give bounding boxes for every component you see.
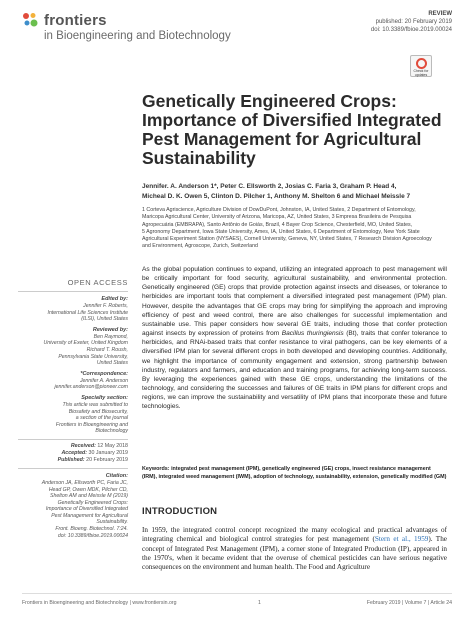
affiliation-line: 1 Corteva Agriscience, Agriculture Division of DowDuPont, Johnston, IA, United States, 2 Department of Entomology,: [142, 207, 416, 213]
published-date-sidebar: [18, 457, 128, 464]
journal-name: in Bioengineering and Biotechnology: [44, 30, 231, 42]
accepted-date: [18, 450, 128, 457]
published-date: published: 20 February 2019: [375, 19, 452, 25]
authors-line: Micheal D. K. Owen 5, Clinton D. Pilcher 1, Anthony M. Shelton 6 and Michael Meissle 7: [142, 193, 411, 200]
title-line: Importance of Diversified Integrated: [142, 110, 442, 130]
specialty-line: Biotechnology: [95, 428, 128, 435]
citation-line: Shelton AM and Meissle M (2019): [50, 493, 128, 500]
affiliation-line: Agricultural Experiment Station (NYSAES), Cornell University, Geneva, NY, United States, 7 Research Division Agroecology: [142, 236, 432, 243]
open-access-label: OPEN ACCESS: [18, 278, 128, 292]
affiliation-line: Maricopa Agricultural Center, University of Arizona, Maricopa, AZ, United States, 3 Empresa Brasileira de Pesquisa: [142, 214, 412, 221]
affiliation-line: and Environment, Agroscope, Zurich, Switzerland: [142, 243, 259, 250]
check-for-updates-button[interactable]: [410, 55, 432, 77]
affiliation-line: Agropecuária (EMBRAPA), Santo Antônio de Goiás, Brazil, 4 Bayer Crop Science, Chesterfield, MO, United States,: [142, 221, 413, 228]
intro-text: ). The concept of Integrated Pest Management (IPM), a corner stone of Integrated Production (IP), appeared in the 1970's, when it became evident that the overuse of chemical pesticides can have serious negative consequences on the environment and human health. The Food and Agriculture: [142, 535, 447, 572]
title-line: Genetically Engineered Crops:: [142, 91, 397, 111]
sidebar-divider: [18, 439, 128, 440]
reviewer-affiliation: United States: [96, 360, 128, 367]
author-list: [142, 182, 447, 202]
corresponding-author: Jennifer A. Anderson: [79, 377, 128, 384]
keywords-text: integrated pest management (IPM), genetically engineered (GE) crops, insect resistance management (IRM), integrated weed management (IWM), adoption of technology, sustainability, extension, genetically modified (GM): [142, 466, 447, 480]
article-type: REVIEW: [428, 11, 452, 17]
reviewer-affiliation: University of Exeter, United Kingdom: [43, 340, 128, 347]
sidebar-divider: [18, 468, 128, 469]
editor-name[interactable]: Jennifer F. Roberts,: [83, 303, 128, 309]
reviewer-name[interactable]: Ben Raymond,: [93, 333, 128, 340]
received-value: 12 May 2018: [97, 442, 128, 449]
specialty-line: a section of the journal: [75, 415, 128, 422]
citation-label: Citation:: [105, 472, 128, 479]
citation-line: Head GP, Owen MDK, Pilcher CD,: [48, 486, 128, 493]
doi-link[interactable]: doi: 10.3389/fbioe.2019.00024: [370, 27, 452, 33]
citation-link[interactable]: Stern et al., 1959: [374, 535, 429, 544]
correspondence-label: *Correspondence:: [80, 370, 128, 377]
editor-affiliation: (ILSI), United States: [81, 316, 128, 323]
introduction-heading: INTRODUCTION: [142, 506, 218, 517]
abstract-text: (Bt), traits that confer tolerance to herbicides, and RNAi-based traits that confer resistance to viral pathogens, can be key elements of a diversified IPM plan for several different crops in both developed and developing countries. Additionally, we highlight the importance of community engagement and extension, strong partnership between industry, regulators and farmers, and education and training programs, for achieving long-term success. By leveraging the experiences gained with these GE crops, understanding the limitations of the technology, and considering the successes and failures of GE traits in IPM plans for different crops and regions, we can improve the sustainability and versatility of IPM plans that incorporate these and future technologies.: [142, 330, 448, 411]
footer-issue-info: February 2019 | Volume 7 | Article 24: [366, 600, 452, 606]
citation-line: Pest Management for Agricultural: [51, 512, 128, 519]
title-line: Sustainability: [142, 148, 256, 168]
affiliation-line: 5 Agronomy Department, Iowa State University, Ames, IA, United States, 6 Department of Entomology, New York State: [142, 228, 420, 235]
keywords: [142, 466, 447, 481]
article-dates: [18, 443, 128, 464]
affiliations: [142, 207, 447, 251]
introduction-paragraph: [142, 526, 447, 572]
article-title: [142, 92, 442, 168]
specialty-line: Frontiers in Bioengineering and: [55, 421, 128, 428]
editor-affiliation: International Life Sciences Institute: [47, 309, 128, 316]
specialty-section-label: Specialty section:: [81, 394, 128, 401]
intro-text: In 1959, the integrated control concept recognized the many ecological and practical advantages of integrating chemical and biological control strategies for pest management (: [142, 526, 447, 544]
page-number: 1: [258, 600, 261, 606]
reviewer-name[interactable]: Richard T. Roush,: [86, 346, 128, 353]
citation-line: Front. Bioeng. Biotechnol. 7:24.: [55, 526, 128, 533]
reviewer-affiliation: Pennsylvania State University,: [58, 353, 128, 360]
abstract: [142, 265, 447, 412]
citation-line: Sustainability.: [96, 519, 128, 526]
accepted-label: Accepted:: [61, 449, 88, 456]
published-label: Published:: [57, 456, 85, 463]
keywords-label: Keywords:: [142, 466, 170, 472]
abstract-text: As the global population continues to expand, utilizing an integrated approach to pest management will be critically important for food security, agricultural sustainability, and environmental protection. Genetically engineered (GE) crops that provide protection against insects and diseases, or tolerance to herbicides are important tools that complement a diversified integrated pest management (IPM) plan. However, despite the advantages that GE crops may bring for simplifying the approach and improving efficiency of pest and weed control, there are also challenges for successful implementation and sustainable use. This paper considers how several GE traits, including those that confer protection against insects by expression of proteins from: [142, 266, 447, 338]
check-updates-icon: [416, 58, 427, 69]
abstract-species-name: Bacillus thuringiensis: [281, 330, 344, 338]
specialty-line: This article was submitted to: [62, 401, 128, 408]
specialty-line: Biosafety and Biosecurity,: [68, 408, 128, 415]
title-line: Pest Management for Agricultural: [142, 129, 422, 149]
article-sidebar: [18, 278, 128, 539]
published-value: 20 February 2019: [86, 456, 128, 463]
citation-doi-link[interactable]: doi: 10.3389/fbioe.2019.00024: [57, 532, 128, 539]
received-label: Received:: [70, 442, 96, 449]
authors-line: Jennifer. A. Anderson 1*, Peter C. Ellsworth 2, Josias C. Faria 3, Graham P. Head 4,: [142, 183, 397, 190]
citation-line: Anderson JA, Ellsworth PC, Faria JC,: [41, 479, 128, 486]
journal-header: [22, 10, 452, 60]
accepted-value: 30 January 2019: [88, 449, 128, 456]
check-updates-label: Check for updates: [413, 69, 429, 77]
page-footer: [22, 593, 452, 606]
citation-line: Genetically Engineered Crops:: [57, 499, 128, 506]
received-date: [18, 443, 128, 450]
brand-name: frontiers: [44, 12, 107, 29]
article-meta: [371, 10, 452, 34]
footer-journal-link[interactable]: Frontiers in Bioengineering and Biotechnology | www.frontiersin.org: [22, 600, 177, 606]
frontiers-logo-icon: [22, 12, 40, 30]
corresponding-email-link[interactable]: jennifer.anderson@pioneer.com: [54, 384, 128, 391]
edited-by-label: Edited by:: [101, 296, 128, 302]
citation-line: Importance of Diversified Integrated: [45, 506, 128, 513]
reviewed-by-label: Reviewed by:: [92, 326, 128, 333]
